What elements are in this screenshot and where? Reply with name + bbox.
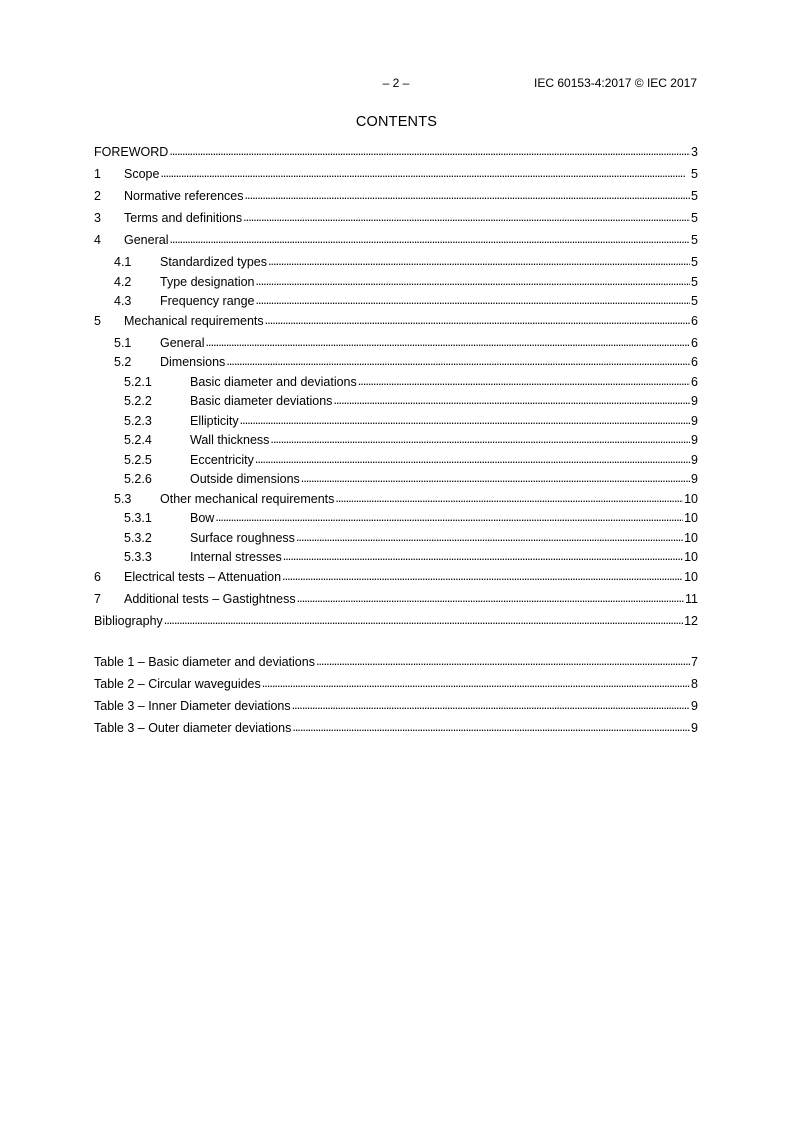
toc-entry-number: 3	[94, 211, 101, 225]
toc-entry-number: 7	[94, 591, 101, 606]
page-header	[0, 76, 793, 92]
toc-entry-number: 5.1	[114, 335, 132, 350]
toc-entry-title: Electrical tests – Attenuation	[124, 569, 282, 584]
toc-entry-page: 10	[684, 569, 698, 584]
toc-entry-bibliography[interactable]	[94, 614, 698, 636]
toc-entry-title: Normative references	[124, 189, 244, 203]
dot-leader	[255, 452, 690, 467]
toc-entry-number: 5.2.2	[124, 394, 152, 408]
toc-entry-page: 6	[691, 355, 698, 369]
toc-entry-number: 6	[94, 569, 101, 584]
table-list-page: 9	[691, 699, 698, 713]
toc-entry-title: FOREWORD	[94, 145, 169, 159]
toc-entry-title: Additional tests – Gastightness	[124, 591, 296, 606]
table-list-page: 9	[691, 721, 698, 735]
toc-entry-number: 1	[94, 167, 101, 181]
table-list-entry-2[interactable]	[94, 677, 698, 699]
table-list-page: 7	[691, 655, 698, 669]
toc-entry-bow[interactable]	[94, 511, 698, 531]
dot-leader	[262, 676, 690, 691]
dot-leader	[268, 254, 690, 269]
toc-entry-page: 5	[691, 189, 698, 203]
toc-entry-title: Basic diameter deviations	[190, 394, 333, 408]
toc-entry-number: 5.2.5	[124, 452, 152, 467]
toc-entry-number: 5.3.3	[124, 550, 152, 564]
toc-entry-general[interactable]	[94, 233, 698, 255]
toc-entry-page: 5	[691, 274, 698, 289]
toc-entry-basic-diameter-and-deviations[interactable]	[94, 375, 698, 395]
table-list-page: 8	[691, 677, 698, 691]
toc-entry-page: 9	[691, 452, 698, 467]
toc-entry-page: 11	[685, 591, 698, 606]
toc-entry-eccentricity[interactable]	[94, 453, 698, 473]
toc-entry-standardized-types[interactable]	[94, 255, 698, 275]
dot-leader	[265, 313, 690, 328]
toc-entry-page: 3	[691, 145, 698, 159]
dot-leader	[245, 188, 691, 203]
toc-entry-number: 5.2.6	[124, 472, 152, 486]
toc-entry-number: 5	[94, 313, 101, 328]
dot-leader	[205, 335, 690, 350]
toc-entry-normative-references[interactable]	[94, 189, 698, 211]
table-list-title: Table 3 – Outer diameter deviations	[94, 721, 292, 735]
dot-leader	[164, 613, 683, 628]
toc-entry-page: 10	[684, 511, 698, 525]
toc-entry-title: Basic diameter and deviations	[190, 374, 357, 389]
toc-entry-mechanical-requirements[interactable]	[94, 314, 698, 336]
toc-entry-page: 5	[691, 294, 698, 308]
table-list-entry-4[interactable]	[94, 721, 698, 743]
toc-entry-title: Type designation	[160, 274, 255, 289]
table-list-title: Table 1 – Basic diameter and deviations	[94, 655, 315, 669]
dot-leader	[215, 510, 683, 525]
dot-leader	[358, 374, 690, 389]
dot-leader	[333, 393, 690, 408]
toc-entry-number: 4.3	[114, 294, 132, 308]
list-of-tables	[94, 655, 698, 743]
dot-leader	[256, 293, 691, 308]
toc-entry-title: Mechanical requirements	[124, 313, 264, 328]
toc-entry-title: Bow	[190, 511, 215, 525]
dot-leader	[256, 274, 691, 289]
toc-entry-title: Terms and definitions	[124, 211, 243, 225]
toc-entry-page: 12	[684, 613, 698, 628]
toc-entry-type-designation[interactable]	[94, 275, 698, 295]
toc-entry-number: 5.3	[114, 491, 132, 506]
toc-entry-number: 5.2.4	[124, 433, 152, 447]
table-of-contents	[94, 145, 698, 636]
table-list-entry-3[interactable]	[94, 699, 698, 721]
toc-entry-title: Internal stresses	[190, 550, 282, 564]
page-number: – 2 –	[382, 76, 410, 90]
toc-entry-page: 5	[691, 167, 698, 181]
toc-entry-page: 5	[691, 211, 698, 225]
toc-entry-electrical-tests-attenuation[interactable]	[94, 570, 698, 592]
toc-entry-foreword[interactable]	[94, 145, 698, 167]
toc-entry-additional-tests-gastightness[interactable]	[94, 592, 698, 614]
toc-entry-title: General	[160, 335, 205, 350]
toc-entry-number: 4	[94, 233, 101, 247]
toc-entry-basic-diameter-deviations[interactable]	[94, 394, 698, 414]
toc-entry-number: 4.2	[114, 274, 132, 289]
dot-leader	[270, 432, 690, 447]
toc-entry-title: Standardized types	[160, 255, 268, 269]
toc-entry-page: 9	[691, 413, 698, 428]
toc-entry-number: 5.2.1	[124, 374, 152, 389]
dot-leader	[296, 530, 683, 545]
dot-leader	[160, 166, 690, 181]
dot-leader	[169, 232, 690, 247]
toc-entry-general[interactable]	[94, 336, 698, 356]
toc-entry-wall-thickness[interactable]	[94, 433, 698, 453]
toc-entry-title: Dimensions	[160, 355, 226, 369]
dot-leader	[283, 549, 683, 564]
toc-entry-page: 10	[684, 550, 698, 564]
toc-entry-surface-roughness[interactable]	[94, 531, 698, 551]
toc-entry-page: 5	[691, 233, 698, 247]
toc-entry-title: General	[124, 233, 169, 247]
toc-entry-title: Wall thickness	[190, 433, 270, 447]
toc-entry-title: Surface roughness	[190, 530, 295, 545]
toc-entry-page: 10	[684, 491, 698, 506]
toc-entry-page: 5	[691, 255, 698, 269]
dot-leader	[169, 144, 690, 159]
dot-leader	[240, 413, 690, 428]
toc-entry-scope[interactable]	[94, 167, 698, 189]
table-list-entry-1[interactable]	[94, 655, 698, 677]
toc-entry-page: 6	[691, 313, 698, 328]
toc-entry-title: Frequency range	[160, 294, 255, 308]
toc-entry-title: Bibliography	[94, 613, 163, 628]
toc-entry-ellipticity[interactable]	[94, 414, 698, 434]
toc-entry-page: 10	[684, 530, 698, 545]
toc-entry-number: 5.2.3	[124, 413, 152, 428]
toc-entry-frequency-range[interactable]	[94, 294, 698, 314]
toc-entry-title: Scope	[124, 167, 160, 181]
dot-leader	[335, 491, 683, 506]
table-list-title: Table 3 – Inner Diameter deviations	[94, 699, 291, 713]
toc-entry-title: Other mechanical requirements	[160, 491, 335, 506]
toc-entry-number: 5.2	[114, 355, 132, 369]
dot-leader	[297, 591, 684, 606]
toc-entry-number: 2	[94, 189, 101, 203]
dot-leader	[292, 720, 690, 735]
dot-leader	[282, 569, 683, 584]
dot-leader	[316, 654, 690, 669]
dot-leader	[301, 471, 690, 486]
toc-entry-outside-dimensions[interactable]	[94, 472, 698, 492]
toc-entry-page: 9	[691, 394, 698, 408]
toc-entry-page: 9	[691, 472, 698, 486]
page-title: CONTENTS	[355, 114, 438, 130]
toc-entry-dimensions[interactable]	[94, 355, 698, 375]
toc-entry-other-mechanical-requirements[interactable]	[94, 492, 698, 512]
toc-entry-number: 5.3.2	[124, 530, 152, 545]
dot-leader	[243, 210, 690, 225]
toc-entry-page: 6	[691, 374, 698, 389]
dot-leader	[292, 698, 690, 713]
toc-entry-terms-and-definitions[interactable]	[94, 211, 698, 233]
toc-entry-number: 4.1	[114, 255, 132, 269]
toc-entry-page: 6	[691, 335, 698, 350]
toc-entry-number: 5.3.1	[124, 511, 152, 525]
toc-entry-page: 9	[691, 433, 698, 447]
toc-entry-title: Eccentricity	[190, 452, 254, 467]
toc-entry-title: Outside dimensions	[190, 472, 300, 486]
toc-entry-title: Ellipticity	[190, 413, 239, 428]
document-id: IEC 60153-4:2017 © IEC 2017	[534, 76, 697, 90]
toc-entry-internal-stresses[interactable]	[94, 550, 698, 570]
table-list-title: Table 2 – Circular waveguides	[94, 677, 261, 691]
dot-leader	[226, 354, 690, 369]
